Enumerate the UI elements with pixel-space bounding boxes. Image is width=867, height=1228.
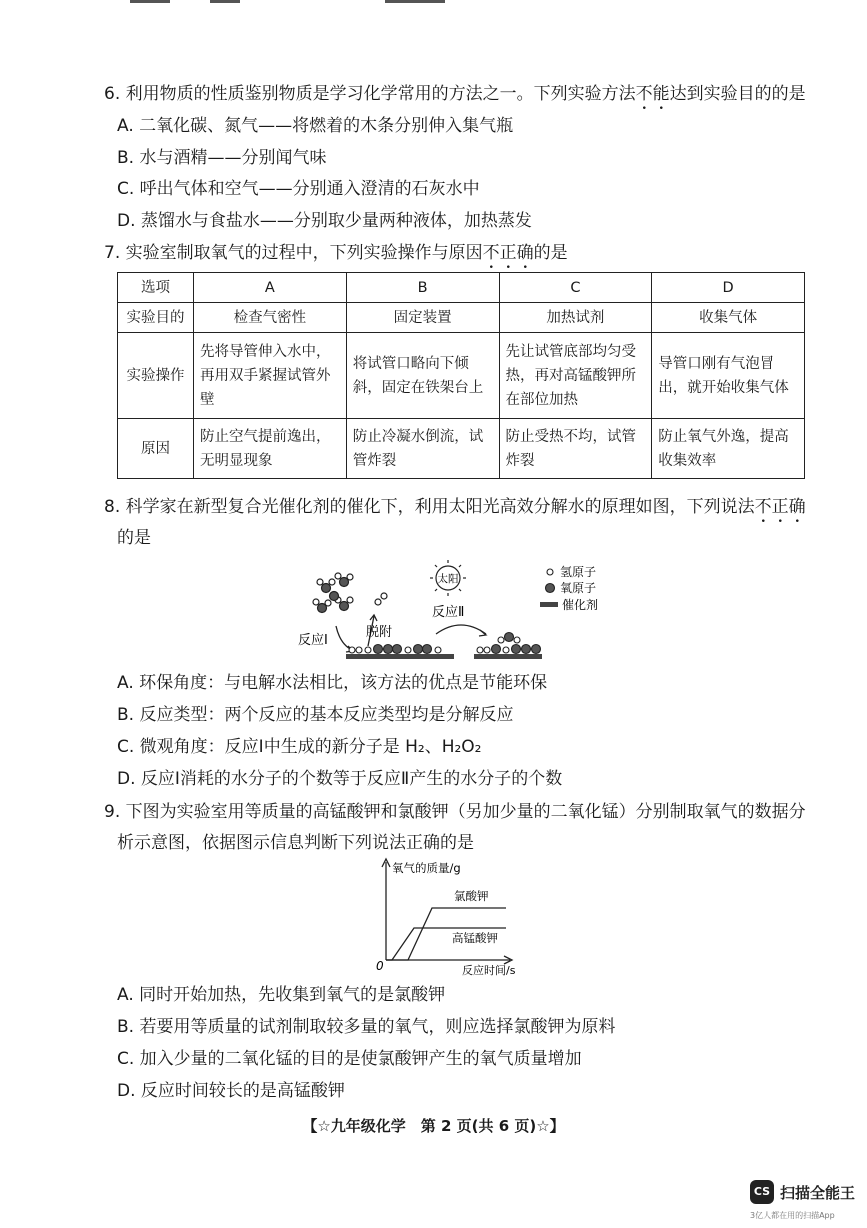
- q6-option-c: C. 呼出气体和空气——分别通入澄清的石灰水中: [117, 179, 480, 199]
- q9-option-a: A. 同时开始加热，先收集到氧气的是氯酸钾: [117, 985, 446, 1005]
- page-footer: 【☆九年级化学 第 2 页(共 6 页)☆】: [302, 1117, 565, 1135]
- series-label-kmno4: 高锰酸钾: [452, 931, 498, 945]
- table-row: [118, 419, 805, 479]
- q6-option-d: D. 蒸馏水与食盐水——分别取少量两种液体，加热蒸发: [117, 211, 532, 231]
- table-header-cell: 选项: [118, 273, 194, 303]
- table-cell: 固定装置: [346, 303, 499, 333]
- top-rule: [120, 0, 450, 4]
- q6-option-a: A. 二氧化碳、氮气——将燃着的木条分别伸入集气瓶: [117, 116, 514, 136]
- question-7-stem: 7. 实验室制取氧气的过程中，下列实验操作与原因不正确的是: [104, 243, 568, 263]
- y-axis-label: 氧气的质量/g: [392, 861, 461, 875]
- table-cell: 防止受热不均，试管炸裂: [499, 419, 652, 479]
- question-9-stem: 9. 下图为实验室用等质量的高锰酸钾和氯酸钾（另加少量的二氧化锰）分别制取氧气的数据分: [104, 802, 806, 822]
- table-row: [118, 333, 805, 419]
- question-9-stem-line2: 析示意图，依据图示信息判断下列说法正确的是: [117, 833, 474, 853]
- table-header-cell: B: [346, 273, 499, 303]
- legend-hydrogen: 氢原子: [560, 565, 597, 579]
- origin-label: 0: [376, 959, 384, 973]
- question-8-stem-line2: 的是: [117, 528, 151, 548]
- table-row: [118, 273, 805, 303]
- desorb-label: 脱附: [366, 625, 393, 640]
- q8-diagram: [296, 560, 626, 670]
- q9-option-b: B. 若要用等质量的试剂制取较多量的氧气，则应选择氯酸钾为原料: [117, 1017, 616, 1037]
- hydrogen-atom-icon: [547, 569, 553, 575]
- q8-option-d: D. 反应Ⅰ消耗的水分子的个数等于反应Ⅱ产生的水分子的个数: [117, 769, 563, 789]
- legend-catalyst: 催化剂: [562, 598, 599, 612]
- table-cell: 收集气体: [652, 303, 805, 333]
- watermark-subtitle: 3亿人都在用的扫描App: [750, 1211, 835, 1220]
- table-cell: 防止空气提前逸出，无明显现象: [194, 419, 347, 479]
- table-cell: 防止氧气外逸，提高收集效率: [652, 419, 805, 479]
- catalyst-icon: [540, 602, 558, 607]
- table-header-cell: C: [499, 273, 652, 303]
- q9-chart: [368, 856, 518, 976]
- table-header-cell: D: [652, 273, 805, 303]
- oxygen-atom-icon: [546, 584, 555, 593]
- table-cell: 导管口刚有气泡冒出，就开始收集气体: [652, 333, 805, 419]
- table-cell: 先让试管底部均匀受热，再对高锰酸钾所在部位加热: [499, 333, 652, 419]
- table-cell: 将试管口略向下倾斜，固定在铁架台上: [346, 333, 499, 419]
- catalyst-bar-1: [346, 654, 454, 659]
- legend: [540, 565, 598, 612]
- x-axis-label: 反应时间/s: [462, 964, 516, 976]
- table-cell: 加热试剂: [499, 303, 652, 333]
- question-8-stem: 8. 科学家在新型复合光催化剂的催化下，利用太阳光高效分解水的原理如图，下列说法不正确: [104, 497, 806, 517]
- q8-option-b: B. 反应类型：两个反应的基本反应类型均是分解反应: [117, 705, 514, 725]
- q9-option-c: C. 加入少量的二氧化锰的目的是使氯酸钾产生的氧气质量增加: [117, 1049, 582, 1069]
- table-header-cell: A: [194, 273, 347, 303]
- scanner-watermark: [750, 1180, 862, 1220]
- q7-table: [117, 272, 805, 479]
- catalyst-bar-2: [474, 654, 542, 659]
- table-cell: 检查气密性: [194, 303, 347, 333]
- reaction-2-arrow-icon: [436, 625, 486, 634]
- reaction-1-label: 反应Ⅰ: [298, 633, 328, 648]
- sun-label: 太阳: [437, 573, 459, 585]
- table-cell: 实验操作: [118, 333, 194, 419]
- reaction-1-arrow-icon: [336, 626, 352, 650]
- legend-oxygen: 氧原子: [560, 581, 597, 595]
- camscanner-logo-icon: CS: [750, 1180, 774, 1204]
- q9-option-d: D. 反应时间较长的是高锰酸钾: [117, 1081, 345, 1101]
- table-row: [118, 303, 805, 333]
- q8-option-a: A. 环保角度：与电解水法相比，该方法的优点是节能环保: [117, 673, 548, 693]
- table-cell: 防止冷凝水倒流，试管炸裂: [346, 419, 499, 479]
- table-cell: 原因: [118, 419, 194, 479]
- water-molecules-icon: [313, 573, 387, 613]
- question-6-stem: 6. 利用物质的性质鉴别物质是学习化学常用的方法之一。下列实验方法不能达到实验目的的是: [104, 84, 806, 104]
- reaction-2-label: 反应Ⅱ: [432, 605, 465, 620]
- watermark-title: 扫描全能王: [780, 1184, 856, 1202]
- series-label-kclo3: 氯酸钾: [454, 889, 489, 903]
- q8-option-c: C. 微观角度：反应Ⅰ中生成的新分子是 H₂、H₂O₂: [117, 737, 482, 757]
- table-cell: 实验目的: [118, 303, 194, 333]
- q6-option-b: B. 水与酒精——分别闻气味: [117, 148, 327, 168]
- table-cell: 先将导管伸入水中，再用双手紧握试管外壁: [194, 333, 347, 419]
